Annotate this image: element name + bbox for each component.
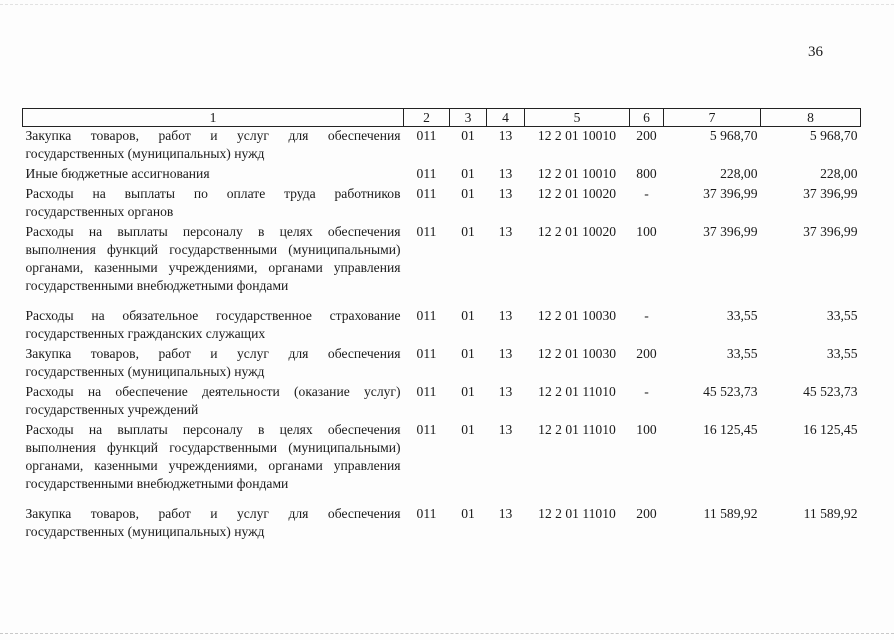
subsection-code: 13 xyxy=(498,166,513,181)
amount-col-7: 16 125,45 xyxy=(703,422,758,437)
expense-type-code: 200 xyxy=(636,128,657,143)
ministry-code: 011 xyxy=(416,384,437,399)
expense-name: Закупка товаров, работ и услуг для обеспечения государственных (муниципальных) нужд xyxy=(25,346,401,379)
ministry-code: 011 xyxy=(416,224,437,239)
amount-col-8: 37 396,99 xyxy=(803,186,858,201)
table-row xyxy=(23,223,861,307)
expense-name: Закупка товаров, работ и услуг для обеспечения государственных (муниципальных) нужд xyxy=(25,128,401,161)
section-code: 01 xyxy=(461,506,475,521)
amount-col-8: 11 589,92 xyxy=(803,506,858,521)
expense-name: Расходы на обязательное государственное страхование государственных гражданских служащих xyxy=(25,308,401,341)
target-article-code: 12 2 01 11010 xyxy=(538,384,616,399)
amount-col-7: 37 396,99 xyxy=(703,186,758,201)
expense-type-code: - xyxy=(644,384,649,399)
table-header-row xyxy=(23,109,861,127)
subsection-code: 13 xyxy=(498,506,513,521)
header-col-2: 2 xyxy=(404,109,450,127)
amount-col-7: 37 396,99 xyxy=(703,224,758,239)
section-code: 01 xyxy=(461,384,475,399)
ministry-code: 011 xyxy=(416,166,437,181)
table-row xyxy=(23,383,861,421)
amount-col-7: 11 589,92 xyxy=(703,506,758,521)
amount-col-8: 37 396,99 xyxy=(803,224,858,239)
scan-edge-bottom xyxy=(0,633,894,634)
section-code: 01 xyxy=(461,128,475,143)
scan-edge-top xyxy=(0,4,894,5)
table-row xyxy=(23,345,861,383)
target-article-code: 12 2 01 10020 xyxy=(537,224,617,239)
table-row xyxy=(23,165,861,185)
section-code: 01 xyxy=(461,308,475,323)
subsection-code: 13 xyxy=(498,128,513,143)
expense-name: Закупка товаров, работ и услуг для обеспечения государственных (муниципальных) нужд xyxy=(25,506,401,539)
header-col-5: 5 xyxy=(525,109,630,127)
subsection-code: 13 xyxy=(498,186,513,201)
amount-col-8: 5 968,70 xyxy=(809,128,858,143)
expense-name: Расходы на обеспечение деятельности (оказание услуг) государственных учреждений xyxy=(25,384,401,417)
expense-type-code: 800 xyxy=(636,166,657,181)
header-col-7: 7 xyxy=(664,109,761,127)
section-code: 01 xyxy=(461,346,475,361)
ministry-code: 011 xyxy=(416,128,437,143)
target-article-code: 12 2 01 10020 xyxy=(537,186,617,201)
amount-col-8: 33,55 xyxy=(826,346,858,361)
expense-type-code: - xyxy=(644,308,649,323)
amount-col-7: 5 968,70 xyxy=(709,128,758,143)
expense-type-code: 100 xyxy=(636,224,657,239)
budget-table xyxy=(22,108,861,543)
header-col-3: 3 xyxy=(450,109,487,127)
header-col-6: 6 xyxy=(630,109,664,127)
ministry-code: 011 xyxy=(416,506,437,521)
section-code: 01 xyxy=(461,186,475,201)
table-row xyxy=(23,307,861,345)
ministry-code: 011 xyxy=(416,308,437,323)
expense-type-code: 200 xyxy=(636,346,657,361)
table-row xyxy=(23,127,861,166)
subsection-code: 13 xyxy=(498,308,513,323)
subsection-code: 13 xyxy=(498,346,513,361)
expense-name: Расходы на выплаты персоналу в целях обеспечения выполнения функций государственными (муниципальными) органами, казенными учреждениями, органами управления государственными внебюджетными фондами xyxy=(25,224,401,293)
amount-col-7: 33,55 xyxy=(726,308,758,323)
target-article-code: 12 2 01 10030 xyxy=(537,346,617,361)
expense-name: Расходы на выплаты по оплате труда работников государственных органов xyxy=(25,186,401,219)
amount-col-7: 33,55 xyxy=(726,346,758,361)
table-row xyxy=(23,421,861,505)
target-article-code: 12 2 01 11010 xyxy=(538,422,616,437)
subsection-code: 13 xyxy=(498,422,513,437)
page-number: 36 xyxy=(808,44,823,60)
expense-name: Иные бюджетные ассигнования xyxy=(25,166,210,181)
section-code: 01 xyxy=(461,224,475,239)
ministry-code: 011 xyxy=(416,346,437,361)
target-article-code: 12 2 01 10010 xyxy=(537,128,617,143)
expense-type-code: - xyxy=(644,186,649,201)
section-code: 01 xyxy=(461,166,475,181)
header-col-8: 8 xyxy=(761,109,861,127)
target-article-code: 12 2 01 11010 xyxy=(538,506,616,521)
ministry-code: 011 xyxy=(416,422,437,437)
table-row xyxy=(23,505,861,543)
header-col-4: 4 xyxy=(487,109,525,127)
target-article-code: 12 2 01 10030 xyxy=(537,308,617,323)
subsection-code: 13 xyxy=(498,384,513,399)
amount-col-8: 45 523,73 xyxy=(803,384,858,399)
section-code: 01 xyxy=(461,422,475,437)
header-col-1: 1 xyxy=(23,109,404,127)
expense-type-code: 200 xyxy=(636,506,657,521)
amount-col-7: 45 523,73 xyxy=(703,384,758,399)
target-article-code: 12 2 01 10010 xyxy=(537,166,617,181)
amount-col-8: 228,00 xyxy=(820,166,858,181)
amount-col-8: 16 125,45 xyxy=(803,422,858,437)
amount-col-8: 33,55 xyxy=(826,308,858,323)
subsection-code: 13 xyxy=(498,224,513,239)
expense-type-code: 100 xyxy=(636,422,657,437)
table-row xyxy=(23,185,861,223)
amount-col-7: 228,00 xyxy=(720,166,758,181)
ministry-code: 011 xyxy=(416,186,437,201)
expense-name: Расходы на выплаты персоналу в целях обеспечения выполнения функций государственными (муниципальными) органами, казенными учреждениями, органами управления государственными внебюджетными фондами xyxy=(25,422,401,491)
